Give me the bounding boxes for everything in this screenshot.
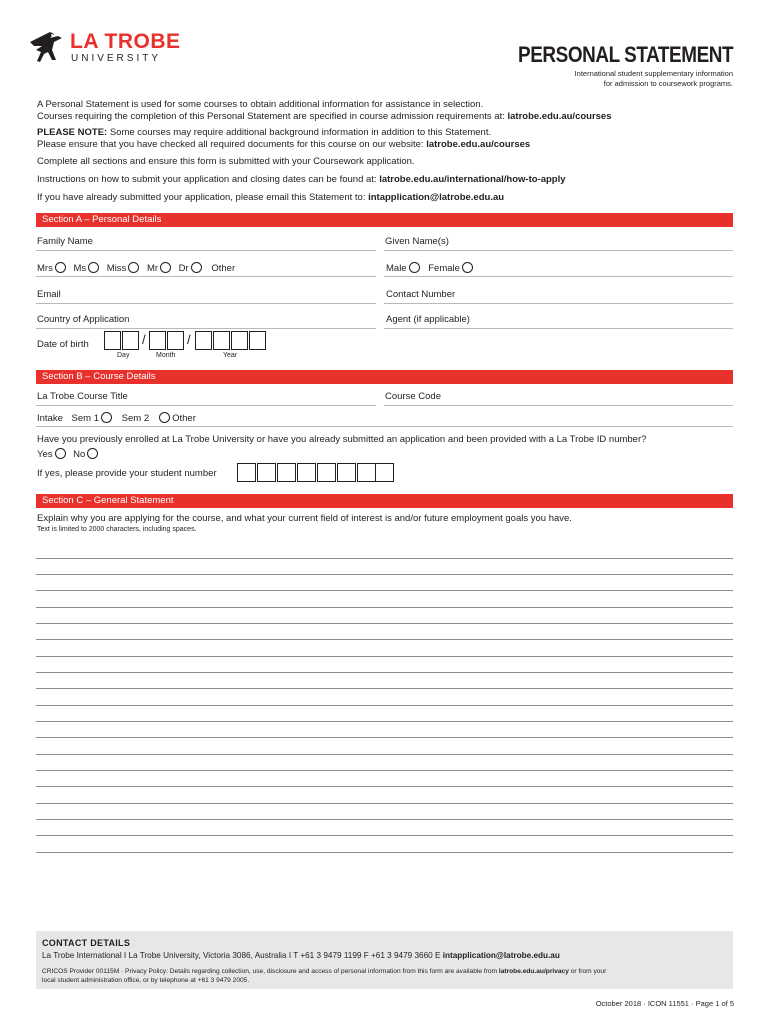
writing-line <box>36 558 733 559</box>
dob-month-2[interactable] <box>167 331 184 350</box>
statement-limit: Text is limited to 2000 characters, including spaces. <box>37 526 197 533</box>
section-a-title: Section A – Personal Details <box>42 214 162 225</box>
please-note: PLEASE NOTE: <box>37 127 108 138</box>
no-radio[interactable] <box>87 448 98 459</box>
given-names-label: Given Name(s) <box>385 236 449 247</box>
page-subtitle <box>575 69 733 89</box>
title-mr-radio[interactable] <box>160 262 171 273</box>
cricos-line-1: CRICOS Provider 00115M · Privacy Policy: Details regarding collection, use, disclosure and access of personal information from this form are available from <box>42 968 498 975</box>
email-field[interactable] <box>36 303 376 304</box>
male-label: Male <box>386 263 407 274</box>
dob-year-caption: Year <box>223 352 238 359</box>
student-number-box-3[interactable] <box>277 463 296 482</box>
title-dr-label: Dr <box>178 263 189 274</box>
student-number-box-8[interactable] <box>375 463 394 482</box>
female-label: Female <box>428 263 460 274</box>
cricos-line-2: local student administration office, or by telephone at +61 3 9479 2005. <box>42 977 250 984</box>
logo-sub: UNIVERSITY <box>71 53 162 64</box>
title-ms-label: Ms <box>73 263 87 274</box>
contact-email-link[interactable]: intapplication@latrobe.edu.au <box>442 951 560 960</box>
course-code-label: Course Code <box>385 391 441 402</box>
eagle-logo-icon <box>28 30 64 64</box>
writing-line <box>36 688 733 689</box>
other-label: Other <box>172 413 196 424</box>
contact-number-label: Contact Number <box>386 289 456 300</box>
dob-day-1[interactable] <box>104 331 121 350</box>
writing-line <box>36 754 733 755</box>
intro-p2-line1: Some courses may require additional background information in addition to this Statement. <box>109 127 492 138</box>
intake-other-field[interactable] <box>36 426 733 427</box>
section-c-header <box>36 494 733 508</box>
sem1-label: Sem 1 <box>71 413 99 424</box>
intake-label: Intake <box>37 413 63 424</box>
dob-label: Date of birth <box>37 339 89 350</box>
dob-slash-2: / <box>187 332 191 347</box>
courses-link[interactable]: latrobe.edu.au/courses <box>507 111 612 122</box>
writing-line <box>36 852 733 853</box>
sem1-radio[interactable] <box>101 412 112 423</box>
writing-line <box>36 656 733 657</box>
title-miss-radio[interactable] <box>128 262 139 273</box>
course-title-field[interactable] <box>36 405 376 406</box>
email-label: Email <box>37 289 61 300</box>
no-label: No <box>73 449 86 460</box>
cricos-text <box>42 967 606 985</box>
section-b-title: Section B – Course Details <box>42 371 156 382</box>
title-ms-radio[interactable] <box>88 262 99 273</box>
statement-prompt: Explain why you are applying for the course, and what your current field of interest is and/or future employment goals you have. <box>37 513 572 524</box>
section-c-title: Section C – General Statement <box>42 495 174 506</box>
writing-line <box>36 835 733 836</box>
writing-line <box>36 803 733 804</box>
course-title-label: La Trobe Course Title <box>37 391 128 402</box>
family-name-field[interactable] <box>36 250 376 251</box>
writing-line <box>36 607 733 608</box>
title-other-field[interactable] <box>36 276 376 277</box>
writing-line <box>36 639 733 640</box>
gender-options <box>386 262 473 274</box>
gender-line <box>384 276 733 277</box>
student-number-box-2[interactable] <box>257 463 276 482</box>
title-mrs-label: Mrs <box>37 263 53 274</box>
writing-line <box>36 623 733 624</box>
agent-field[interactable] <box>384 328 733 329</box>
privacy-link[interactable]: latrobe.edu.au/privacy <box>498 968 569 975</box>
logo-name: LA TROBE <box>70 30 181 53</box>
male-radio[interactable] <box>409 262 420 273</box>
yes-label: Yes <box>37 449 53 460</box>
contact-line <box>42 951 560 960</box>
title-miss-label: Miss <box>106 263 127 274</box>
cricos-line-1b: or from your <box>570 968 607 975</box>
writing-line <box>36 786 733 787</box>
sem2-radio[interactable] <box>159 412 170 423</box>
title-mr-label: Mr <box>146 263 159 274</box>
dob-year-2[interactable] <box>213 331 230 350</box>
country-field[interactable] <box>36 328 376 329</box>
writing-line <box>36 574 733 575</box>
female-radio[interactable] <box>462 262 473 273</box>
subtitle-line-1: International student supplementary information <box>574 69 733 78</box>
intro-paragraph-3: Complete all sections and ensure this form is submitted with your Coursework application. <box>37 156 415 167</box>
title-other-label: Other <box>211 263 236 274</box>
student-number-label: If yes, please provide your student number <box>37 468 217 479</box>
dob-day-caption: Day <box>117 352 130 359</box>
student-number-box-5[interactable] <box>317 463 336 482</box>
intro-p2-line2: Please ensure that you have checked all required documents for this course on our website: <box>37 139 424 150</box>
writing-line <box>36 721 733 722</box>
writing-line <box>36 819 733 820</box>
intro-paragraph-4 <box>37 174 566 186</box>
intro-p5-text: If you have already submitted your application, please email this Statement to: <box>37 192 366 203</box>
intro-p4-text: Instructions on how to submit your application and closing dates can be found at: <box>37 174 377 185</box>
contact-heading: CONTACT DETAILS <box>42 938 131 948</box>
dob-month-1[interactable] <box>149 331 166 350</box>
writing-line <box>36 770 733 771</box>
yes-no-options <box>37 448 98 460</box>
previous-enrolment-question: Have you previously enrolled at La Trobe University or have you already submitted an application and been provided with a La Trobe ID number? <box>37 434 647 445</box>
yes-radio[interactable] <box>55 448 66 459</box>
family-name-label: Family Name <box>37 236 93 247</box>
intake-options <box>37 412 196 424</box>
dob-year-1[interactable] <box>195 331 212 350</box>
student-number-box-1[interactable] <box>237 463 256 482</box>
how-to-apply-link[interactable]: latrobe.edu.au/international/how-to-apply <box>379 174 566 185</box>
intro-paragraph-5 <box>37 192 504 204</box>
dob-year-3[interactable] <box>231 331 248 350</box>
dob-month-caption: Month <box>156 352 176 359</box>
writing-line <box>36 590 733 591</box>
section-a-header <box>36 213 733 227</box>
title-options <box>37 262 235 274</box>
contact-details-box <box>36 931 733 989</box>
student-number-box-6[interactable] <box>337 463 356 482</box>
logo <box>28 30 198 66</box>
title-dr-radio[interactable] <box>191 262 202 273</box>
section-b-header <box>36 370 733 384</box>
intro-p1-line1: A Personal Statement is used for some courses to obtain additional information for assistance in selection. <box>37 99 484 110</box>
country-label: Country of Application <box>37 314 130 325</box>
agent-label: Agent (if applicable) <box>386 314 470 325</box>
dob-year-4[interactable] <box>249 331 266 350</box>
email-link[interactable]: intapplication@latrobe.edu.au <box>368 192 505 203</box>
intro-paragraph-1 <box>37 99 737 123</box>
given-names-field[interactable] <box>384 250 733 251</box>
writing-line <box>36 705 733 706</box>
student-number-box-4[interactable] <box>297 463 316 482</box>
writing-line <box>36 737 733 738</box>
subtitle-line-2: for admission to coursework programs. <box>603 79 733 88</box>
intro-p1-line2: Courses requiring the completion of this Personal Statement are specified in course admission requirements at: <box>37 111 505 122</box>
intro-paragraph-2 <box>37 127 737 151</box>
page-title: PERSONAL STATEMENT <box>517 42 733 67</box>
sem2-label: Sem 2 <box>121 413 150 424</box>
contact-text: La Trobe International I La Trobe University, Victoria 3086, Australia I T +61 3 9479 1199 F +61 3 9479 3660 E <box>42 951 441 960</box>
dob-slash-1: / <box>142 332 146 347</box>
page-footer: October 2018 · ICON 11551 · Page 1 of 5 <box>595 999 734 1008</box>
courses-link-2[interactable]: latrobe.edu.au/courses <box>426 139 531 150</box>
student-number-box-7[interactable] <box>357 463 376 482</box>
contact-number-field[interactable] <box>384 303 733 304</box>
writing-line <box>36 672 733 673</box>
dob-day-2[interactable] <box>122 331 139 350</box>
title-mrs-radio[interactable] <box>55 262 66 273</box>
course-code-field[interactable] <box>384 405 733 406</box>
